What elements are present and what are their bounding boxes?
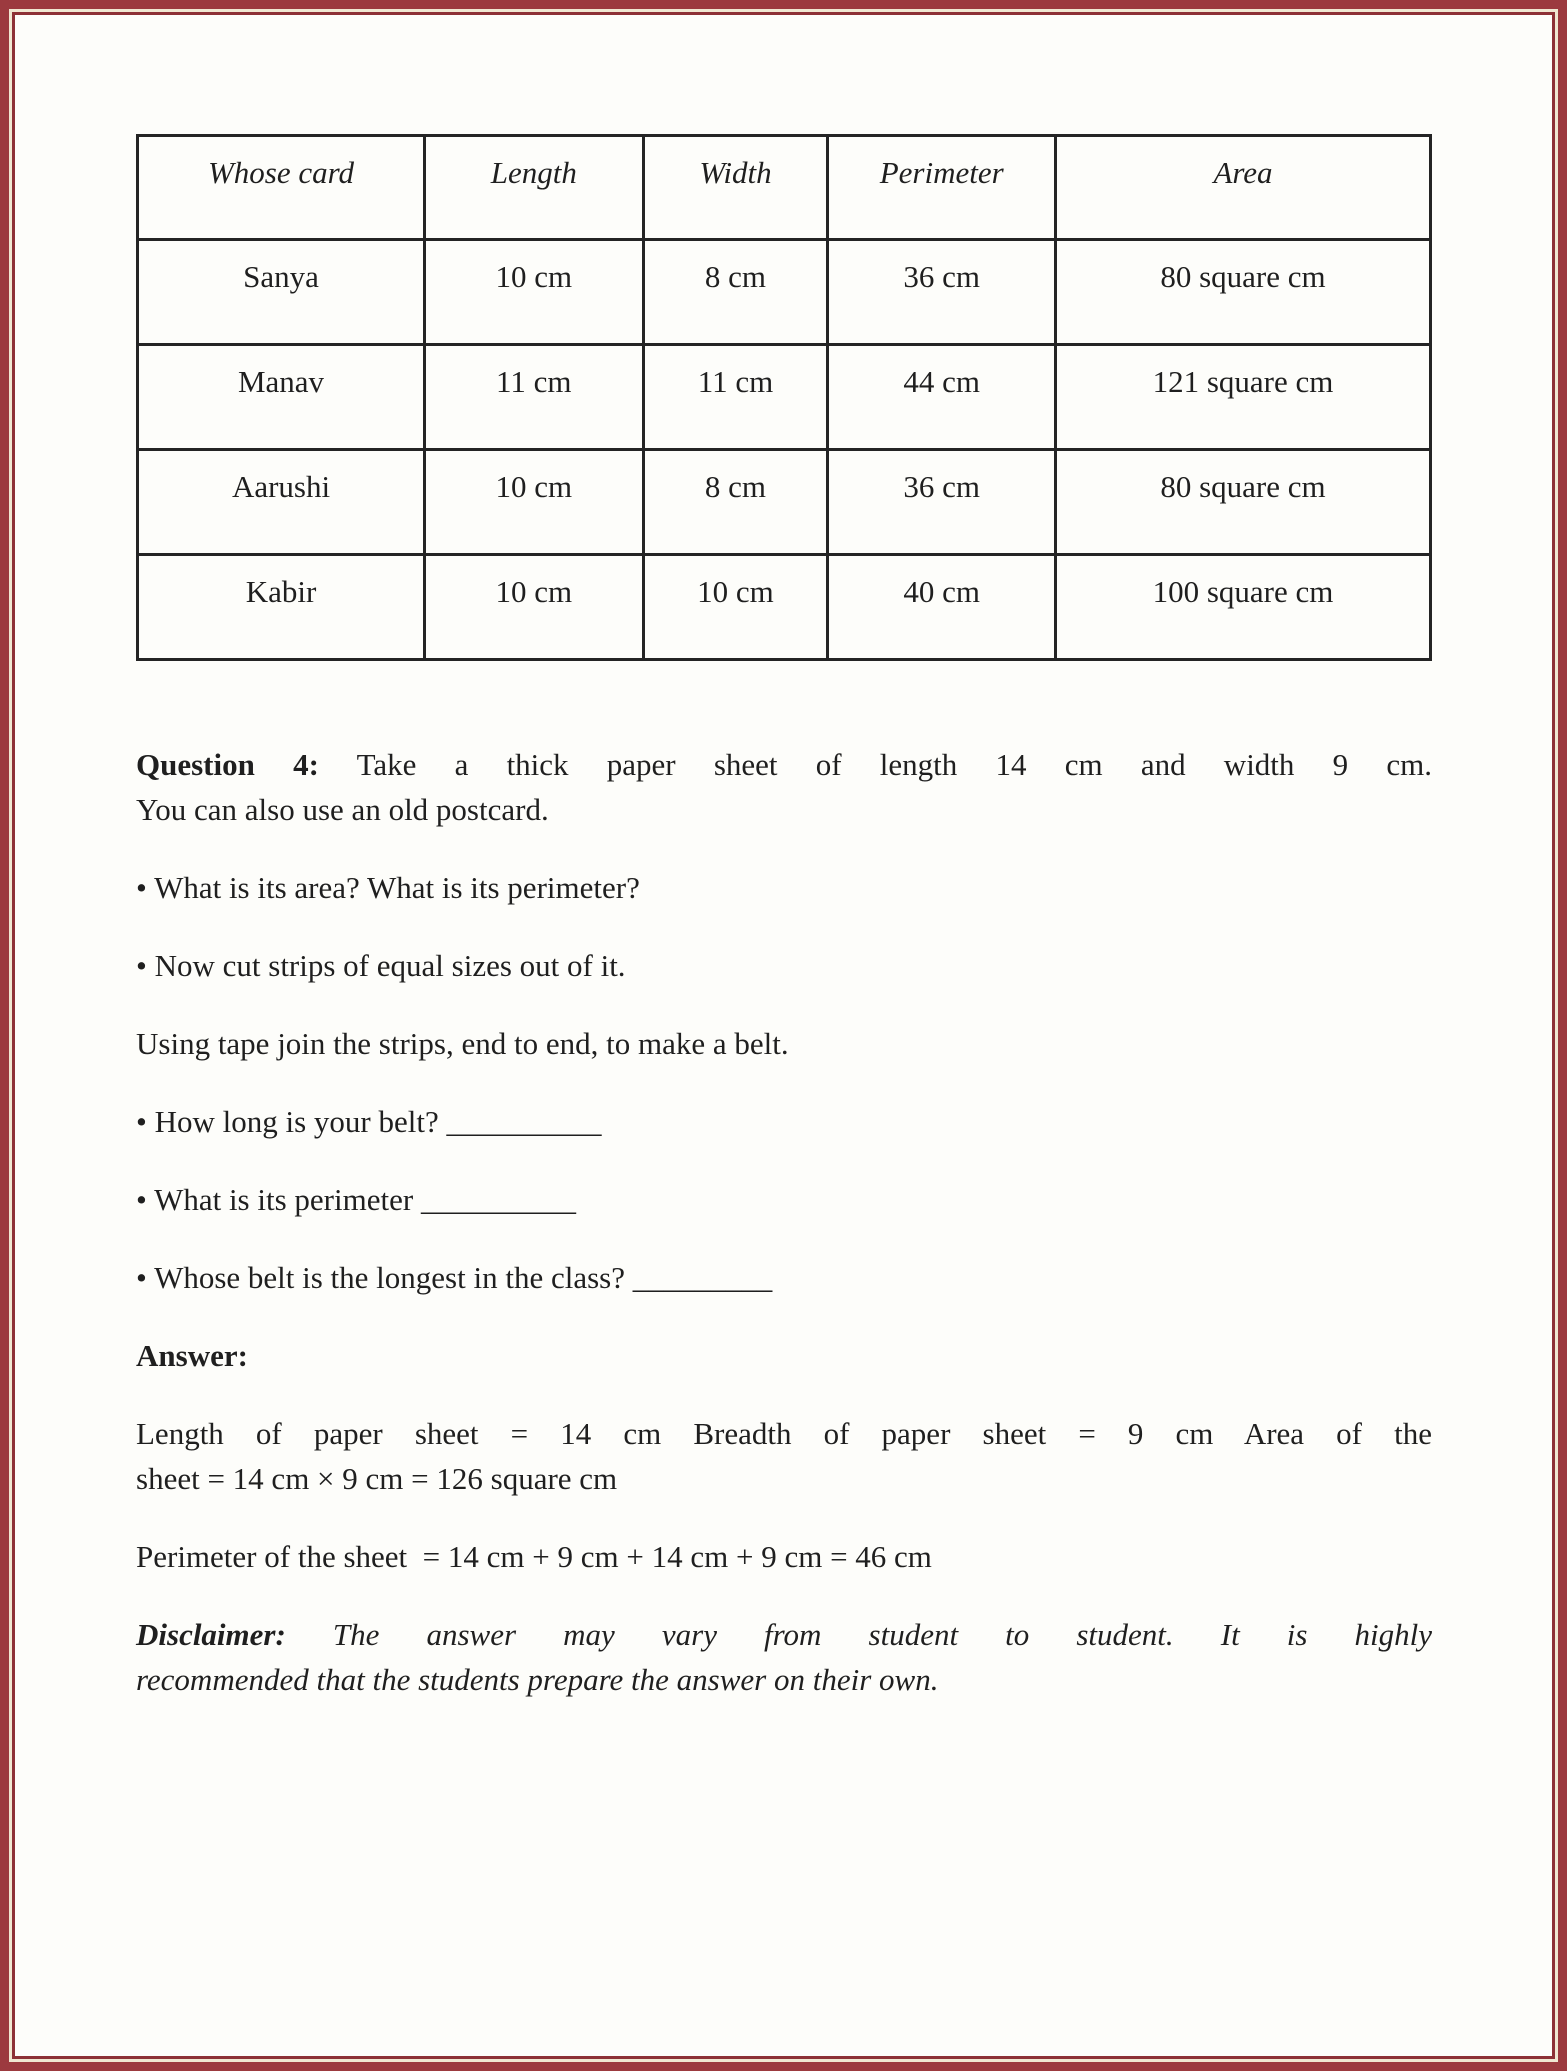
bullet-marker: •	[136, 1104, 147, 1139]
fill-in-blank: __________	[446, 1104, 602, 1139]
cell-area: 121 square cm	[1056, 345, 1431, 450]
cell-length: 11 cm	[425, 345, 644, 450]
col-header-perimeter: Perimeter	[828, 136, 1056, 240]
bullet-marker: •	[136, 870, 147, 905]
cell-name: Sanya	[138, 240, 425, 345]
table-row-kabir	[138, 555, 1431, 660]
question-label: Question 4:	[136, 747, 319, 782]
cell-name: Kabir	[138, 555, 425, 660]
tape-instruction: Using tape join the strips, end to end, to make a belt.	[136, 1026, 789, 1061]
cell-area: 100 square cm	[1056, 555, 1431, 660]
disclaimer-line-1	[136, 1612, 1432, 1657]
cell-length: 10 cm	[425, 450, 644, 555]
bullet-text: What is its area? What is its perimeter?	[154, 870, 640, 905]
bullet-item-belt-length	[136, 1099, 1432, 1144]
cell-width: 8 cm	[643, 240, 828, 345]
disclaimer-line-2: recommended that the students prepare the answer on their own.	[136, 1662, 939, 1697]
col-header-length: Length	[425, 136, 644, 240]
col-header-width: Width	[643, 136, 828, 240]
bullet-item-longest-belt	[136, 1255, 1432, 1300]
answer-label: Answer:	[136, 1338, 248, 1373]
cell-width: 11 cm	[643, 345, 828, 450]
bullet-text: Now cut strips of equal sizes out of it.	[154, 948, 626, 983]
answer-paragraph	[136, 1411, 1432, 1501]
cell-width: 8 cm	[643, 450, 828, 555]
cell-perimeter: 36 cm	[828, 240, 1056, 345]
perimeter-line: Perimeter of the sheet = 14 cm + 9 cm + 14 cm + 9 cm = 46 cm	[136, 1539, 932, 1574]
question-line-1	[136, 742, 1432, 787]
disclaimer-paragraph	[136, 1612, 1432, 1702]
bullet-text: How long is your belt?	[154, 1104, 439, 1139]
disclaimer-text: The answer may vary from student to student. It is highly	[332, 1617, 1433, 1652]
cell-name: Aarushi	[138, 450, 425, 555]
question-line-2: You can also use an old postcard.	[136, 792, 549, 827]
cell-perimeter: 36 cm	[828, 450, 1056, 555]
bullet-text: Whose belt is the longest in the class?	[154, 1260, 625, 1295]
bullet-marker: •	[136, 948, 147, 983]
table-row-aarushi	[138, 450, 1431, 555]
bullet-item-belt-perimeter	[136, 1177, 1432, 1222]
disclaimer-label: Disclaimer:	[136, 1617, 286, 1652]
cell-perimeter: 44 cm	[828, 345, 1056, 450]
col-header-whose-card: Whose card	[138, 136, 425, 240]
cell-width: 10 cm	[643, 555, 828, 660]
answer-line-2: sheet = 14 cm × 9 cm = 126 square cm	[136, 1461, 618, 1496]
bullet-text: What is its perimeter	[154, 1182, 414, 1217]
table-row-sanya	[138, 240, 1431, 345]
bullet-item-area-perimeter	[136, 865, 1432, 910]
cell-area: 80 square cm	[1056, 450, 1431, 555]
cell-perimeter: 40 cm	[828, 555, 1056, 660]
answer-line-1: Length of paper sheet = 14 cm Breadth of paper sheet = 9 cm Area of the	[136, 1416, 1432, 1451]
bullet-item-cut-strips	[136, 943, 1432, 988]
bullet-marker: •	[136, 1182, 147, 1217]
cell-length: 10 cm	[425, 555, 644, 660]
col-header-area: Area	[1056, 136, 1431, 240]
cell-length: 10 cm	[425, 240, 644, 345]
cell-area: 80 square cm	[1056, 240, 1431, 345]
fill-in-blank: _________	[632, 1260, 773, 1295]
bullet-marker: •	[136, 1260, 147, 1295]
cell-name: Manav	[138, 345, 425, 450]
table-header-row	[138, 136, 1431, 240]
page-content	[15, 15, 1552, 2056]
measurement-table	[136, 134, 1432, 661]
question-paragraph	[136, 742, 1432, 832]
table-row-manav	[138, 345, 1431, 450]
fill-in-blank: __________	[420, 1182, 576, 1217]
question-text: Take a thick paper sheet of length 14 cm and width 9 cm.	[356, 747, 1432, 782]
